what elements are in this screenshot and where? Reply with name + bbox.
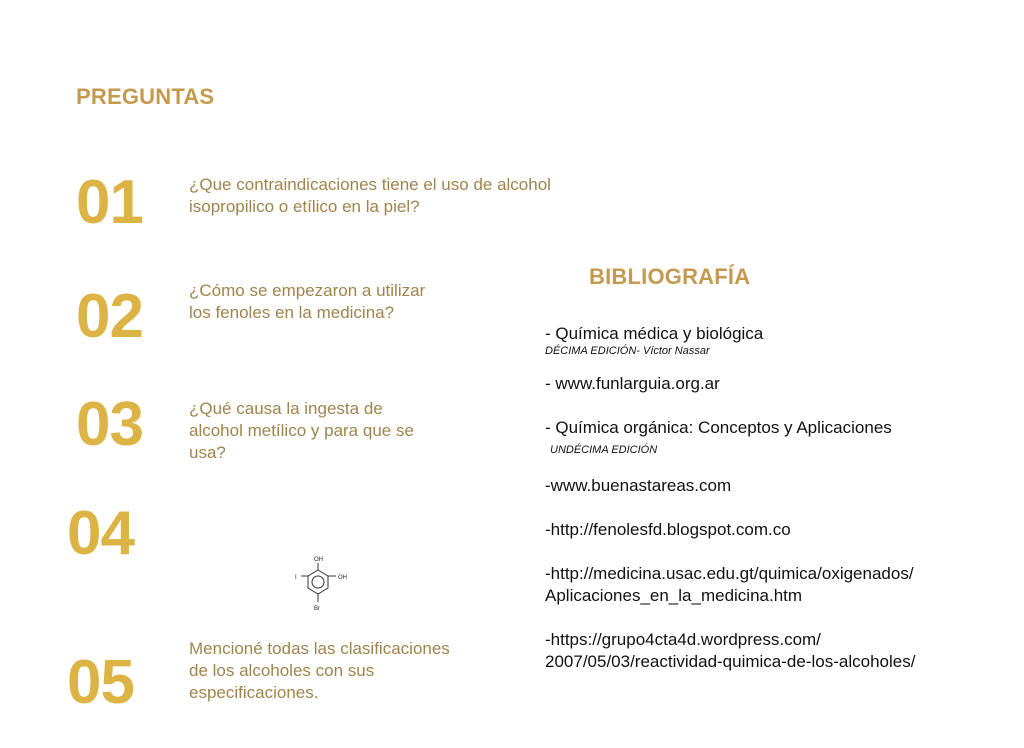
bibliography-item-3-edition: UNDÉCIMA EDICIÓN (550, 444, 658, 456)
question-number-02: 02 (76, 282, 143, 351)
label-oh-right: OH (338, 575, 347, 581)
bibliography-item-1-edition: DÉCIMA EDICIÓN- Víctor Nassar (545, 345, 710, 357)
label-iodo: I (295, 575, 297, 581)
bibliography-item-5: -http://fenolesfd.blogspot.com.co (545, 520, 791, 539)
question-text-03: ¿Qué causa la ingesta de alcohol metílico y para que se usa? (189, 399, 414, 462)
page-title: PREGUNTAS (76, 84, 215, 109)
aromatic-circle (312, 576, 324, 588)
question-number-03: 03 (76, 390, 143, 459)
bibliography-item-3: - Química orgánica: Conceptos y Aplicaciones (545, 418, 892, 437)
benzene-ring (308, 570, 328, 594)
label-oh-top: OH (314, 557, 323, 563)
bibliography-item-1: - Química médica y biológica (545, 324, 764, 343)
question-text-01: ¿Que contraindicaciones tiene el uso de alcohol isopropilico o etílico en la piel? (189, 175, 551, 216)
bibliography-title: BIBLIOGRAFÍA (589, 264, 751, 289)
bibliography-item-4: -www.buenastareas.com (545, 476, 732, 495)
bibliography-item-7: -https://grupo4cta4d.wordpress.com/ 2007/05/03/reactividad-quimica-de-los-alcoholes/ (545, 630, 916, 671)
bibliography-item-2: - www.funlarguia.org.ar (545, 374, 720, 393)
label-bromo: Br (314, 606, 320, 612)
question-text-02: ¿Cómo se empezaron a utilizar los fenoles en la medicina? (189, 281, 426, 322)
question-number-05: 05 (67, 648, 134, 717)
bibliography-item-6: -http://medicina.usac.edu.gt/quimica/oxigenados/ Aplicaciones_en_la_medicina.htm (545, 564, 914, 605)
question-number-04: 04 (67, 499, 134, 568)
question-number-01: 01 (76, 168, 143, 237)
phenol-molecule-diagram (290, 552, 354, 616)
question-text-05: Mencioné todas las clasificaciones de los alcoholes con sus especificaciones. (189, 639, 450, 702)
